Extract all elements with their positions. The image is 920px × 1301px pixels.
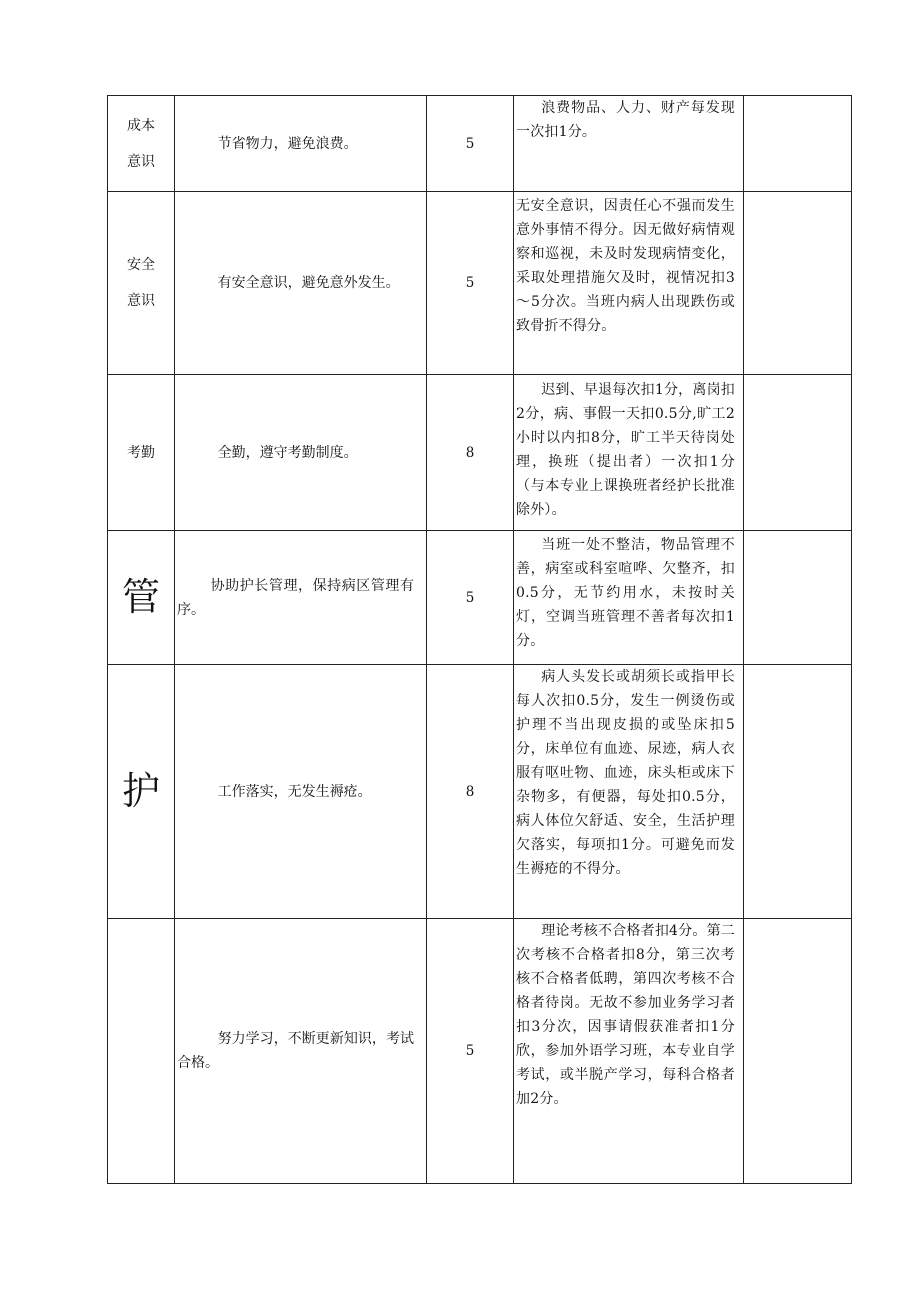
remark-cell <box>744 192 852 375</box>
deduction-rule-text: 迟到、早退每次扣1分，离岗扣2分，病、事假一天扣0.5分,旷工2小时以内扣8分，旷工半天待岗处理，换班（提出者）一次扣1分（与本专业上课换班者经护长批准除外）。 <box>516 382 735 518</box>
deduction-rule-cell <box>514 96 744 192</box>
evaluation-table <box>107 95 852 1184</box>
category-label: 安全意识 <box>127 257 155 309</box>
table-row <box>108 531 852 665</box>
deduction-rule-text: 当班一处不整洁，物品管理不善，病室或科室喧哗、欠整齐，扣0.5分，无节约用水，未按时关灯，空调当班管理不善者每次扣1分。 <box>516 537 735 649</box>
points-cell <box>427 665 514 919</box>
requirement-cell <box>175 96 427 192</box>
requirement-text: 努力学习，不断更新知识，考试合格。 <box>177 1031 414 1071</box>
requirement-text: 协助护长管理，保持病区管理有序。 <box>177 577 414 618</box>
requirement-cell <box>175 192 427 375</box>
points-value: 5 <box>465 589 475 606</box>
table-row <box>108 919 852 1184</box>
requirement-text: 工作落实，无发生褥疮。 <box>217 783 372 800</box>
points-cell <box>427 96 514 192</box>
deduction-rule-cell <box>514 375 744 531</box>
category-cell <box>108 665 175 919</box>
deduction-rule-text: 无安全意识，因责任心不强而发生意外事情不得分。因无做好病情观察和巡视，未及时发现病情变化，采取处理措施欠及时，视情况扣3～5分次。当班内病人出现跌伤或致骨折不得分。 <box>516 198 735 334</box>
category-label: 成本意识 <box>127 117 155 170</box>
category-cell <box>108 531 175 665</box>
requirement-text: 节省物力，避免浪费。 <box>217 135 358 152</box>
category-cell <box>108 192 175 375</box>
category-label: 考勤 <box>127 444 155 461</box>
points-cell <box>427 919 514 1184</box>
table-row <box>108 192 852 375</box>
deduction-rule-cell <box>514 919 744 1184</box>
points-value: 5 <box>465 275 475 291</box>
requirement-cell <box>175 665 427 919</box>
requirement-text: 全勤，遵守考勤制度。 <box>217 444 358 461</box>
requirement-text: 有安全意识，避免意外发生。 <box>217 275 400 291</box>
requirement-cell <box>175 531 427 665</box>
deduction-rule-text: 病人头发长或胡须长或指甲长每人次扣0.5分，发生一例烫伤或护理不当出现皮损的或坠床扣5分，床单位有血迹、尿迹，病人衣服有呕吐物、血迹，床头柜或床下杂物多，有便器，每处扣0.5分，病人体位欠舒适、安全，生活护理欠落实，每项扣1分。可避免而发生褥疮的不得分。 <box>516 669 735 877</box>
points-value: 5 <box>465 1043 475 1059</box>
category-label: 管 <box>121 575 160 619</box>
remark-cell <box>744 375 852 531</box>
remark-cell <box>744 531 852 665</box>
remark-cell <box>744 96 852 192</box>
category-cell <box>108 96 175 192</box>
points-value: 8 <box>465 783 475 800</box>
table-row <box>108 96 852 192</box>
deduction-rule-cell <box>514 665 744 919</box>
deduction-rule-text: 浪费物品、人力、财产每发现一次扣1分。 <box>516 100 735 140</box>
requirement-cell <box>175 919 427 1184</box>
category-cell <box>108 375 175 531</box>
table-row <box>108 665 852 919</box>
points-cell <box>427 192 514 375</box>
table-row <box>108 375 852 531</box>
points-cell <box>427 375 514 531</box>
deduction-rule-cell <box>514 192 744 375</box>
category-cell <box>108 919 175 1184</box>
category-label: 护 <box>121 769 160 813</box>
deduction-rule-text: 理论考核不合格者扣4分。第二次考核不合格者扣8分，第三次考核不合格者低聘，第四次考核不合格者待岗。无故不参加业务学习者扣3分次，因事请假获准者扣1分欣，参加外语学习班，本专业自学考试，或半脱产学习，每科合格者加2分。 <box>516 923 735 1107</box>
points-value: 5 <box>465 135 475 152</box>
deduction-rule-cell <box>514 531 744 665</box>
remark-cell <box>744 665 852 919</box>
points-cell <box>427 531 514 665</box>
remark-cell <box>744 919 852 1184</box>
points-value: 8 <box>465 444 475 461</box>
requirement-cell <box>175 375 427 531</box>
